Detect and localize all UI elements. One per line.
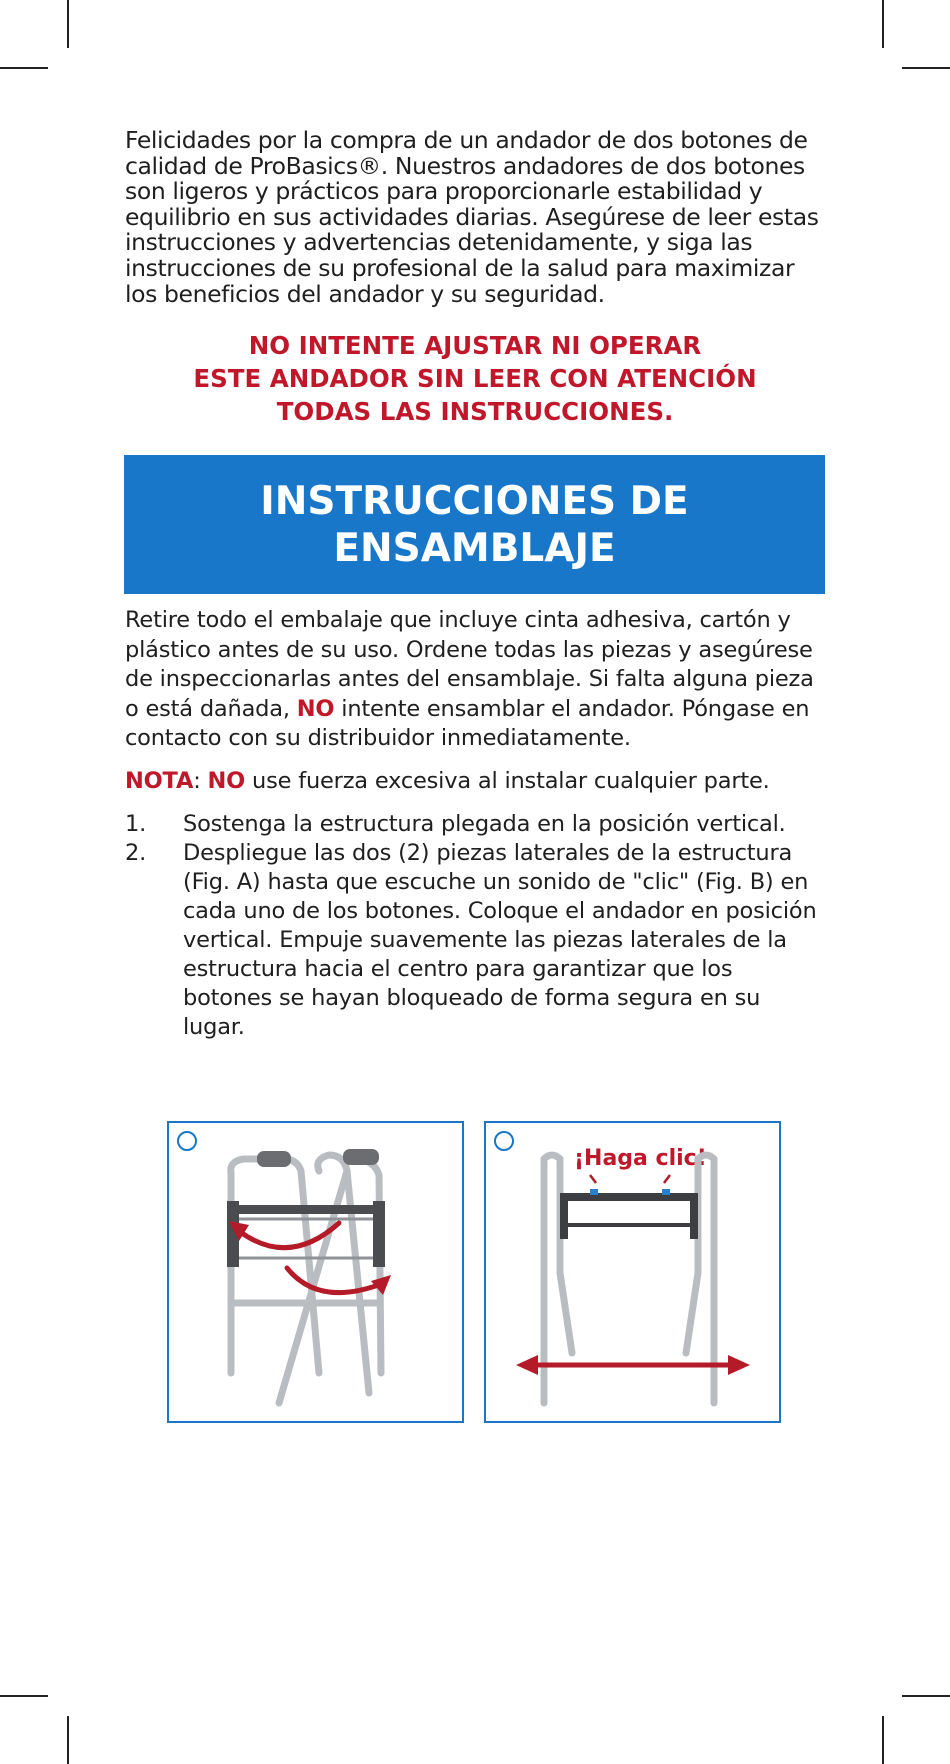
crop-mark-bottom-left xyxy=(67,1716,69,1764)
crop-mark-bottom-left xyxy=(0,1695,48,1697)
warning-line: ESTE ANDADOR SIN LEER CON ATENCIÓN xyxy=(193,364,757,394)
crop-mark-top-left xyxy=(67,0,69,48)
step-item xyxy=(125,839,825,1042)
emphasis-no: NO xyxy=(296,695,335,722)
assembly-text: Retire todo el embalaje que incluye cinta adhesiva, cartón y plástico antes de su uso. Ordene todas las piezas y asegúrese de inspeccionarlas antes del ensamblaje. Si falta alguna pieza o está dañada, xyxy=(125,607,814,722)
crop-mark-top-right xyxy=(902,67,950,69)
note-separator: : xyxy=(193,767,208,794)
step-item xyxy=(125,810,825,839)
walker-folded-illustration xyxy=(169,1123,461,1420)
crop-mark-bottom-right xyxy=(882,1716,884,1764)
crop-mark-top-right xyxy=(882,0,884,48)
walker-open-illustration xyxy=(486,1123,778,1420)
warning-line: TODAS LAS INSTRUCCIONES. xyxy=(276,397,674,427)
document-body xyxy=(125,128,825,1042)
figure-a xyxy=(167,1121,464,1423)
assembly-paragraph xyxy=(125,606,825,754)
note-paragraph xyxy=(125,767,825,797)
section-title-line: ENSAMBLAJE xyxy=(333,525,616,571)
emphasis-no: NO xyxy=(207,767,246,794)
step-number: 2. xyxy=(125,840,147,867)
note-text: use fuerza excesiva al instalar cualquier parte. xyxy=(245,767,770,794)
crop-mark-bottom-right xyxy=(902,1695,950,1697)
intro-paragraph: Felicidades por la compra de un andador de dos botones de calidad de ProBasics®. Nuestros andadores de dos botones son ligeros y prácticos para proporcionarle estabilidad y equilibrio en sus actividades diarias. Asegúrese de leer estas instrucciones y advertencias detenidamente, y siga las instrucciones de su profesional de la salud para maximizar los beneficios del andador y su seguridad. xyxy=(125,126,819,308)
warning-line: NO INTENTE AJUSTAR NI OPERAR xyxy=(248,331,702,361)
assembly-text: intente ensamblar el andador. Póngase en contacto con su distribuidor inmediatamente. xyxy=(125,695,810,752)
step-text: Sostenga la estructura plegada en la posición vertical. xyxy=(183,811,786,838)
steps-list xyxy=(125,810,825,1042)
figure-b xyxy=(484,1121,781,1423)
section-banner xyxy=(124,455,825,594)
step-text: Despliegue las dos (2) piezas laterales de la estructura (Fig. A) hasta que escuche un sonido de "clic" (Fig. B) en cada uno de los botones. Coloque el andador en posición vertical. Empuje suavemente las piezas laterales de la estructura hacia el centro para garantizar que los botones se hayan bloqueado de forma segura en su lugar. xyxy=(183,840,817,1041)
click-label: ¡Haga clic! xyxy=(574,1146,707,1171)
section-title-line: INSTRUCCIONES DE xyxy=(260,478,689,524)
crop-mark-top-left xyxy=(0,67,48,69)
warning-notice xyxy=(125,329,825,428)
step-number: 1. xyxy=(125,811,147,838)
note-label: NOTA xyxy=(125,767,194,794)
